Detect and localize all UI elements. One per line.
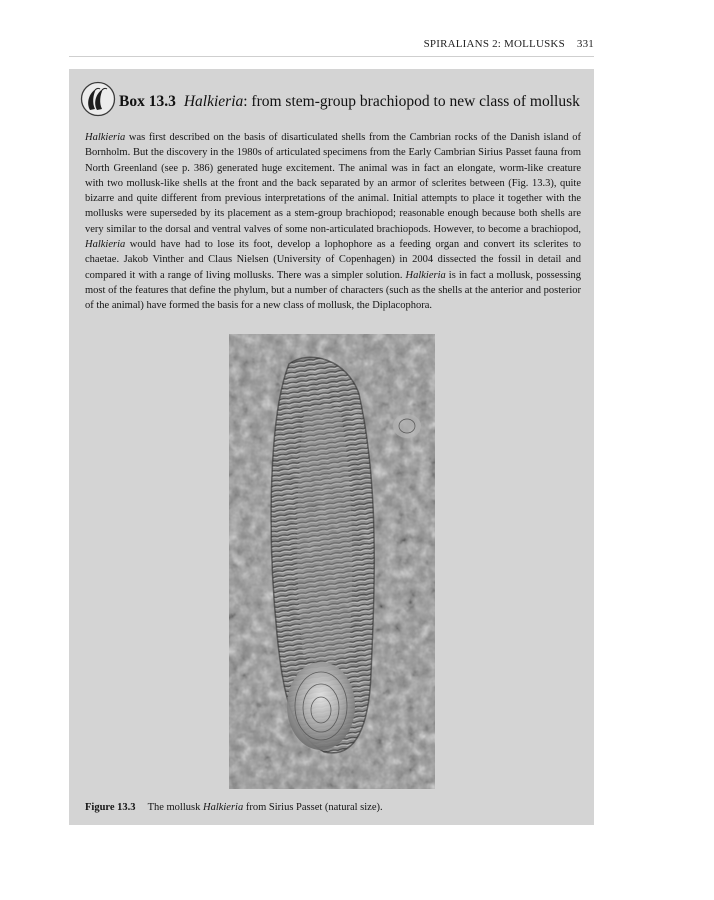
running-header — [424, 38, 594, 50]
body-segment: is in fact a mollusk, possessing most of the features that define the phylum, but a number of characters (such as the shells at the anterior and posterior of the animal) have formed the basis for a new class of mollusk, the Diplacophora. — [85, 269, 581, 312]
figure-caption — [85, 802, 383, 813]
figure-label: Figure 13.3 — [85, 802, 136, 813]
box-title — [119, 93, 580, 111]
caption-text: from Sirius Passet (natural size). — [243, 802, 383, 813]
caption-taxon: Halkieria — [202, 802, 244, 813]
box-number: Box 13.3 — [119, 93, 176, 110]
spiral-shells-icon — [80, 81, 116, 117]
taxon-name: Halkieria — [405, 269, 446, 281]
taxon-name: Halkieria — [85, 132, 126, 143]
text-box — [69, 69, 594, 825]
caption-text: The mollusk — [147, 802, 203, 813]
page-number: 331 — [576, 38, 594, 50]
body-segment: was first described on the basis of disarticulated shells from the Cambrian rocks of the Danish island of Bornholm. But the discovery in the 1980s of articulated specimens from the Early Cambrian Sirius Passet fauna from North Greenland (see p. 386) generated huge excitement. The animal was in fact an elongate, worm-like creature with two mollusk-like shells at the front and the back separated by an armor of sclerites between (Fig. 13.3), quite bizarre and quite different from previous interpretations of the animal. Initial attempts to place it together with the mollusks were superseded by its placement as a stem-group brachiopod; reasonable enough because both shells are very similar to the dorsal and ventral valves of some non-articulated brachiopods. However, to become a brachiopod, — [85, 132, 581, 235]
header-rule — [69, 56, 594, 57]
body-segment: would have had to lose its foot, develop a lophophore as a feeding organ and convert its sclerites to chaetae. Jakob Vinther and Claus Nielsen (University of Copenhagen) in 2004 dissected the fossil in detail and compared it with a range of living mollusks. There was a simpler solution. — [85, 239, 581, 281]
box-title-taxon: Halkieria — [183, 93, 244, 110]
chapter-title: SPIRALIANS 2: MOLLUSKS — [423, 38, 565, 50]
box-body-text — [85, 130, 581, 314]
fossil-photograph — [229, 334, 435, 789]
taxon-name: Halkieria — [85, 239, 126, 251]
box-title-rest: : from stem-group brachiopod to new class of mollusk — [243, 93, 580, 110]
